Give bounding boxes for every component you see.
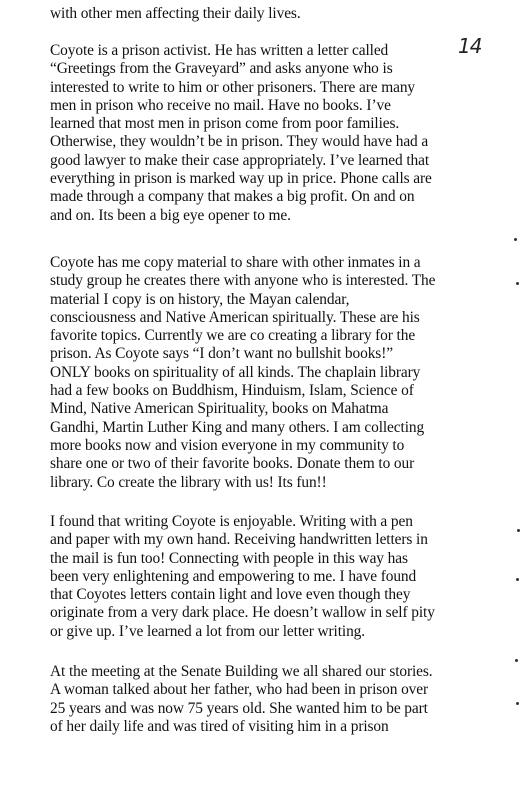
text-line: Coyote has me copy material to share with other inmates in a [50,254,421,271]
paragraph-continuation [50,5,480,23]
text-line: “Greetings from the Graveyard” and asks anyone who is [50,60,393,78]
text-line: ONLY books on spirituality of all kinds. The chaplain library [50,363,421,381]
text-line: men in prison who receive no mail. Have no books. I’ve [50,96,391,114]
text-line: of her daily life and was tired of visiting him in a prison [50,717,389,735]
scan-speck [516,578,519,581]
paragraph-study-group-library [50,254,480,492]
text-line: made through a company that makes a big profit. On and on [50,188,415,206]
text-line: Mind, Native American Spirituality, books on Mahatma [50,400,389,418]
text-line: At the meeting at the Senate Building we all shared our stories. [50,663,433,680]
scan-speck [515,659,518,662]
text-line: or give up. I’ve learned a lot from our letter writing. [50,622,366,640]
text-line: originate from a very dark place. He doesn’t wallow in self pity [50,604,435,622]
scan-speck [516,282,519,285]
text-line: everything in prison is marked way up in price. Phone calls are [50,170,432,188]
paragraph-coyote-activist [50,42,480,225]
text-line: and on. Its been a big eye opener to me. [50,206,291,224]
scan-speck [517,529,520,532]
text-line: been very enlightening and empowering to me. I have found [50,567,417,585]
text-line: Otherwise, they wouldn’t be in prison. They would have had a [50,133,429,151]
text-line: good lawyer to make their case appropriately. I’ve learned that [50,151,430,169]
text-line: Coyote is a prison activist. He has written a letter called [50,42,389,59]
text-line: A woman talked about her father, who had been in prison over [50,681,429,699]
paragraph-letter-writing [50,513,480,641]
handwritten-page-number: 14 [458,34,482,58]
text-line: study group he creates there with anyone who is interested. The [50,272,436,290]
text-line: Gandhi, Martin Luther King and many others. I am collecting [50,418,425,436]
text-line: favorite topics. Currently we are co creating a library for the [50,327,416,345]
text-line: had a few books on Buddhism, Hinduism, Islam, Science of [50,382,414,400]
text-line: 25 years and was now 75 years old. She wanted him to be part [50,699,428,717]
text-line: library. Co create the library with us! Its fun!! [50,473,327,491]
text-line: and paper with my own hand. Receiving handwritten letters in [50,531,428,549]
text-line: the mail is fun too! Connecting with people in this way has [50,549,408,567]
text-line: material I copy is on history, the Mayan calendar, [50,290,350,308]
text-line: with other men affecting their daily lives. [50,5,301,22]
text-line: I found that writing Coyote is enjoyable. Writing with a pen [50,513,413,530]
text-line: interested to write to him or other prisoners. There are many [50,78,416,96]
scan-speck [514,238,517,241]
text-line: share one or two of their favorite books. Donate them to our [50,455,415,473]
text-line: prison. As Coyote says “I don’t want no bullshit books!” [50,345,393,363]
text-line: consciousness and Native American spiritually. These are his [50,308,420,326]
text-line: that Coyotes letters contain light and love even though they [50,586,411,604]
scan-speck [516,702,519,705]
text-line: more books now and vision everyone in my community to [50,436,405,454]
paragraph-senate-meeting [50,663,480,736]
text-line: learned that most men in prison come from poor families. [50,115,400,133]
